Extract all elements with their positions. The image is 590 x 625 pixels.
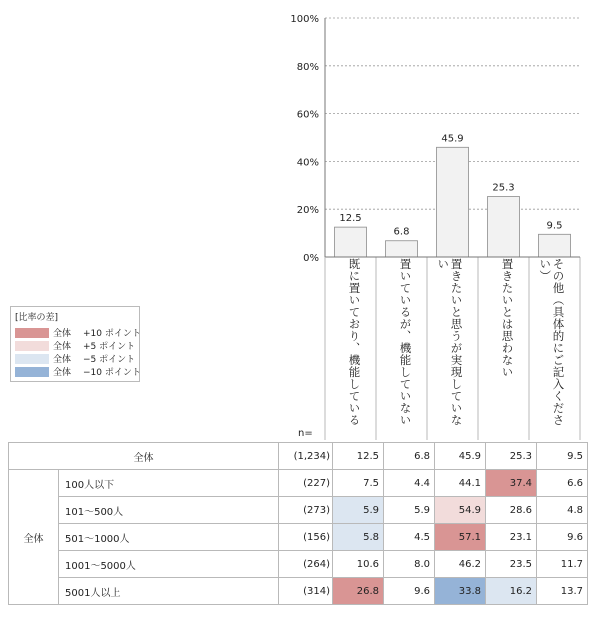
category-label: 置きたいとは思わない xyxy=(500,258,515,378)
category-label: 置きたいと思うが実現していない xyxy=(436,258,464,426)
table-cell: 44.1 xyxy=(435,470,486,497)
n-label: n= xyxy=(298,428,313,439)
data-label: 6.8 xyxy=(393,226,410,238)
legend-swatch xyxy=(15,354,49,364)
table-row-total xyxy=(9,443,588,470)
table-row xyxy=(9,578,588,605)
table-cell: 4.8 xyxy=(537,497,588,524)
table-cell: 11.7 xyxy=(537,551,588,578)
row-n: (1,234) xyxy=(279,443,333,470)
bar xyxy=(539,234,571,257)
y-tick-label: 20% xyxy=(296,205,319,217)
legend-item-value: −10 ポイント xyxy=(83,368,141,378)
legend-title: [比率の差] xyxy=(15,313,59,323)
crosstab-table xyxy=(8,442,588,605)
data-label: 9.5 xyxy=(546,220,563,232)
legend-item-value: +10 ポイント xyxy=(83,329,141,339)
table-cell: 54.9 xyxy=(435,497,486,524)
legend-swatch xyxy=(15,328,49,338)
table-cell: 23.1 xyxy=(486,524,537,551)
legend-swatch xyxy=(15,341,49,351)
category-label: その他（具体的にご記入ください） xyxy=(538,258,566,426)
table-cell: 25.3 xyxy=(486,443,537,470)
y-tick-label: 100% xyxy=(290,14,319,25)
table-cell: 37.4 xyxy=(486,470,537,497)
legend-item-text: 全体 xyxy=(53,355,72,365)
row-n: (273) xyxy=(279,497,333,524)
table-cell: 28.6 xyxy=(486,497,537,524)
table-cell: 10.6 xyxy=(333,551,384,578)
legend-item xyxy=(15,365,141,378)
row-n: (264) xyxy=(279,551,333,578)
data-label: 12.5 xyxy=(339,213,362,225)
y-tick-label: 80% xyxy=(296,61,319,73)
bar xyxy=(437,147,469,257)
y-tick-label: 0% xyxy=(303,253,319,264)
bar xyxy=(386,241,418,257)
row-label: 501～1000人 xyxy=(59,524,279,551)
bar xyxy=(335,227,367,257)
row-n: (227) xyxy=(279,470,333,497)
category-label: 置いているが、機能していない xyxy=(398,258,413,426)
category-label: 既に置いており、機能している xyxy=(347,258,362,426)
table-cell: 45.9 xyxy=(435,443,486,470)
row-label: 100人以下 xyxy=(59,470,279,497)
legend-item-value: +5 ポイント xyxy=(83,342,136,352)
legend-item xyxy=(15,352,135,365)
row-label: 全体 xyxy=(9,443,279,470)
table-cell: 4.5 xyxy=(384,524,435,551)
table-cell: 13.7 xyxy=(537,578,588,605)
bar xyxy=(488,197,520,257)
row-label: 1001～5000人 xyxy=(59,551,279,578)
table-row xyxy=(9,524,588,551)
legend-item-text: 全体 xyxy=(53,368,72,378)
table-cell: 6.8 xyxy=(384,443,435,470)
table-cell: 57.1 xyxy=(435,524,486,551)
table-cell: 46.2 xyxy=(435,551,486,578)
legend-swatch xyxy=(15,367,49,377)
table-cell: 7.5 xyxy=(333,470,384,497)
table-cell: 23.5 xyxy=(486,551,537,578)
y-tick-label: 60% xyxy=(296,109,319,121)
legend-item-value: −5 ポイント xyxy=(83,355,136,365)
table-cell: 26.8 xyxy=(333,578,384,605)
table-cell: 33.8 xyxy=(435,578,486,605)
table-cell: 8.0 xyxy=(384,551,435,578)
table-row xyxy=(9,470,588,497)
table-row xyxy=(9,497,588,524)
table-cell: 5.9 xyxy=(333,497,384,524)
legend-item-text: 全体 xyxy=(53,342,72,352)
row-label: 101～500人 xyxy=(59,497,279,524)
row-n: (156) xyxy=(279,524,333,551)
y-tick-label: 40% xyxy=(296,157,319,169)
legend-item-text: 全体 xyxy=(53,329,72,339)
row-label: 5001人以上 xyxy=(59,578,279,605)
table-cell: 5.8 xyxy=(333,524,384,551)
table-cell: 9.6 xyxy=(384,578,435,605)
data-label: 45.9 xyxy=(441,133,464,145)
legend-item xyxy=(15,326,141,339)
table-row xyxy=(9,551,588,578)
table-cell: 9.5 xyxy=(537,443,588,470)
row-n: (314) xyxy=(279,578,333,605)
table-cell: 6.6 xyxy=(537,470,588,497)
table-cell: 4.4 xyxy=(384,470,435,497)
legend xyxy=(10,306,140,382)
legend-item xyxy=(15,339,135,352)
table-cell: 12.5 xyxy=(333,443,384,470)
table-cell: 9.6 xyxy=(537,524,588,551)
data-label: 25.3 xyxy=(492,182,515,194)
table-cell: 16.2 xyxy=(486,578,537,605)
group-label: 全体 xyxy=(9,470,59,605)
table-cell: 5.9 xyxy=(384,497,435,524)
